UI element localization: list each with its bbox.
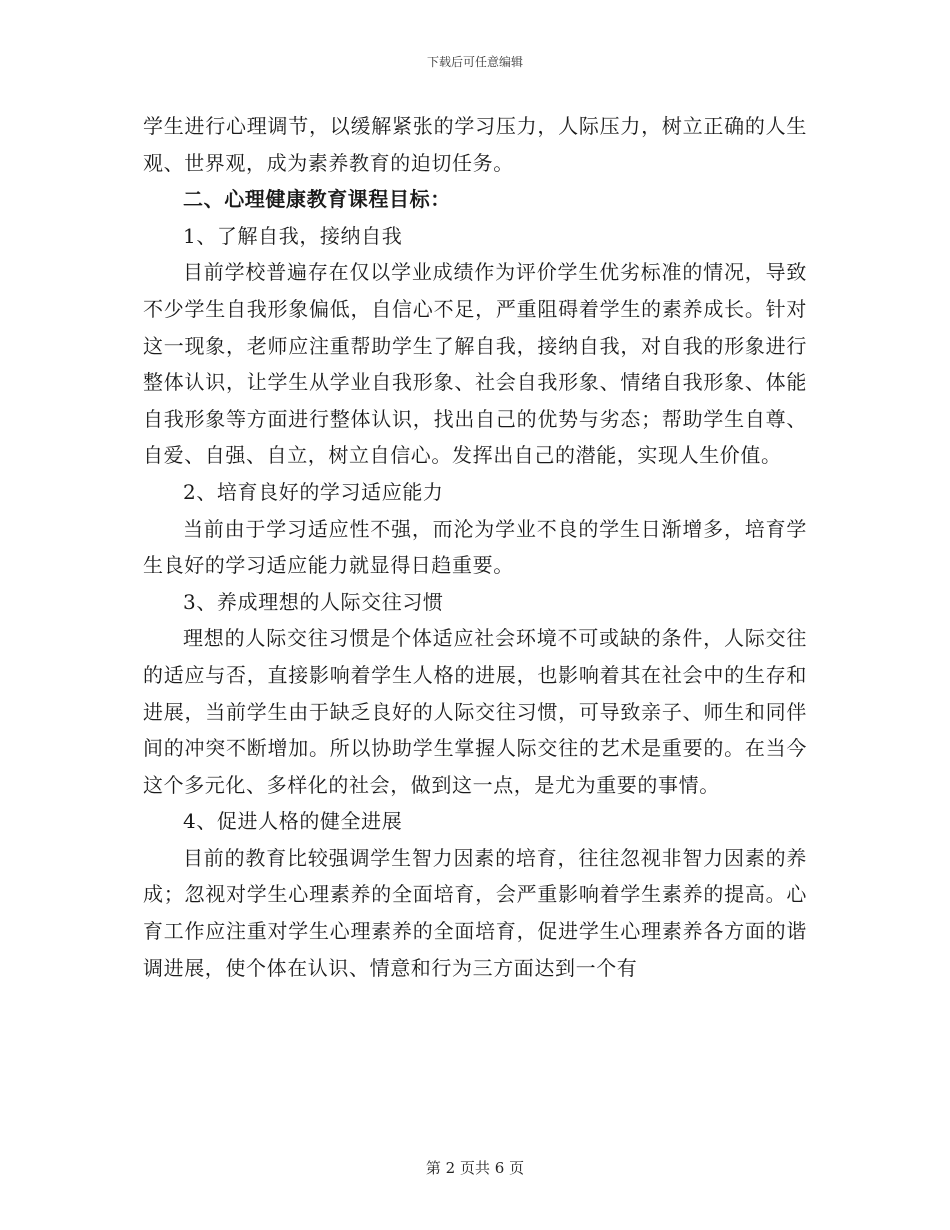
item-4-title: 4、促进人格的健全进展 <box>183 809 403 834</box>
item-1-title: 1、了解自我，接纳自我 <box>183 223 403 248</box>
item-3-title: 3、养成理想的人际交往习惯 <box>183 589 444 614</box>
item-2-text: 当前由于学习适应性不强，而沦为学业不良的学生日渐增多，培育学生良好的学习适应能力就显得日趋重要。 <box>143 516 807 578</box>
document-body <box>143 108 807 986</box>
paragraph-continued: 学生进行心理调节，以缓解紧张的学习压力，人际压力，树立正确的人生观、世界观，成为素养教育的迫切任务。 <box>143 114 807 175</box>
page-footer: 第 2 页共 6 页 <box>425 1159 525 1177</box>
item-2-title: 2、培育良好的学习适应能力 <box>183 479 444 504</box>
item-4-text: 目前的教育比较强调学生智力因素的培育，往往忽视非智力因素的养成；忽视对学生心理素养的全面培育，会严重影响着学生素养的提高。心育工作应注重对学生心理素养的全面培育，促进学生心理素养各方面的谐调进展，使个体在认识、情意和行为三方面达到一个有 <box>143 845 807 980</box>
section-heading: 二、心理健康教育课程目标： <box>183 187 451 212</box>
page-header: 下载后可任意编辑 <box>426 55 523 69</box>
item-3-text: 理想的人际交往习惯是个体适应社会环境不可或缺的条件，人际交往的适应与否，直接影响着学生人格的进展，也影响着其在社会中的生存和进展，当前学生由于缺乏良好的人际交往习惯，可导致亲子、师生和同伴间的冲突不断增加。所以协助学生掌握人际交往的艺术是重要的。在当今这个多元化、多样化的社会，做到这一点，是尤为重要的事情。 <box>143 626 807 797</box>
item-1-text: 目前学校普遍存在仅以学业成绩作为评价学生优劣标准的情况，导致不少学生自我形象偏低，自信心不足，严重阻碍着学生的素养成长。针对这一现象，老师应注重帮助学生了解自我，接纳自我，对自我的形象进行整体认识，让学生从学业自我形象、社会自我形象、情绪自我形象、体能自我形象等方面进行整体认识，找出自己的优势与劣态；帮助学生自尊、自爱、自强、自立，树立自信心。发挥出自己的潜能，实现人生价值。 <box>143 260 807 468</box>
